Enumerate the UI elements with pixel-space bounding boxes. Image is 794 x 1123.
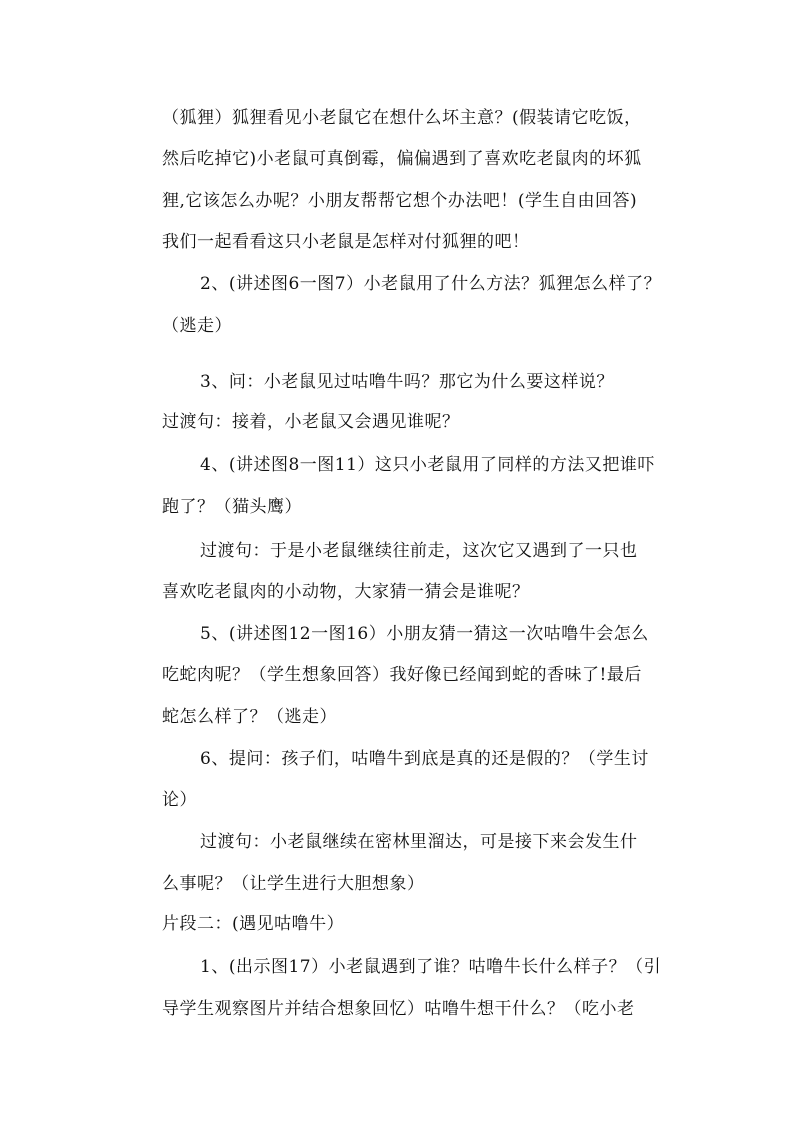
text-line: 过渡句：小老鼠继续在密林里溜达，可是接下来会发生什 bbox=[200, 832, 638, 852]
text-line: 过渡句：接着，小老鼠又会遇见谁呢？ bbox=[162, 412, 460, 432]
text-line: （逃走） bbox=[162, 316, 232, 336]
text-line: 喜欢吃老鼠肉的小动物，大家猜一猜会是谁呢？ bbox=[162, 582, 530, 602]
text-line: 6、提问：孩子们，咕噜牛到底是真的还是假的？（学生讨 bbox=[200, 749, 649, 769]
text-line: 3、问：小老鼠见过咕噜牛吗？那它为什么要这样说？ bbox=[200, 372, 614, 392]
text-line: 我们一起看看这只小老鼠是怎样对付狐狸的吧！ bbox=[162, 232, 530, 252]
text-line: 1、(出示图17）小老鼠遇到了谁？咕噜牛长什么样子？（引 bbox=[200, 957, 662, 977]
text-line: 过渡句：于是小老鼠继续往前走，这次它又遇到了一只也 bbox=[200, 541, 638, 561]
text-line: 4、(讲述图8一图11）这只小老鼠用了同样的方法又把谁吓 bbox=[200, 455, 655, 475]
text-line: 5、(讲述图12一图16）小朋友猜一猜这一次咕噜牛会怎么 bbox=[200, 624, 649, 644]
text-line: 狸,它该怎么办呢？小朋友帮帮它想个办法吧！(学生自由回答) bbox=[162, 191, 638, 211]
text-line: 跑了？（猫头鹰） bbox=[162, 497, 302, 517]
text-line: 吃蛇肉呢？（学生想象回答）我好像已经闻到蛇的香味了!最后 bbox=[162, 665, 642, 685]
text-line: 么事呢？（让学生进行大胆想象） bbox=[162, 874, 425, 894]
text-line: 然后吃掉它)小老鼠可真倒霉，偏偏遇到了喜欢吃老鼠肉的坏狐 bbox=[162, 149, 642, 169]
text-line: 蛇怎么样了？（逃走） bbox=[162, 707, 337, 727]
text-line: 论） bbox=[162, 790, 197, 810]
text-line: （狐狸）狐狸看见小老鼠它在想什么坏主意？(假装请它吃饭， bbox=[162, 108, 642, 128]
text-line: 导学生观察图片并结合想象回忆）咕噜牛想干什么？（吃小老 bbox=[162, 999, 635, 1019]
text-line: 2、(讲述图6一图7）小老鼠用了什么方法？狐狸怎么样了？ bbox=[200, 274, 662, 294]
section-heading: 片段二：(遇见咕噜牛） bbox=[162, 914, 345, 934]
